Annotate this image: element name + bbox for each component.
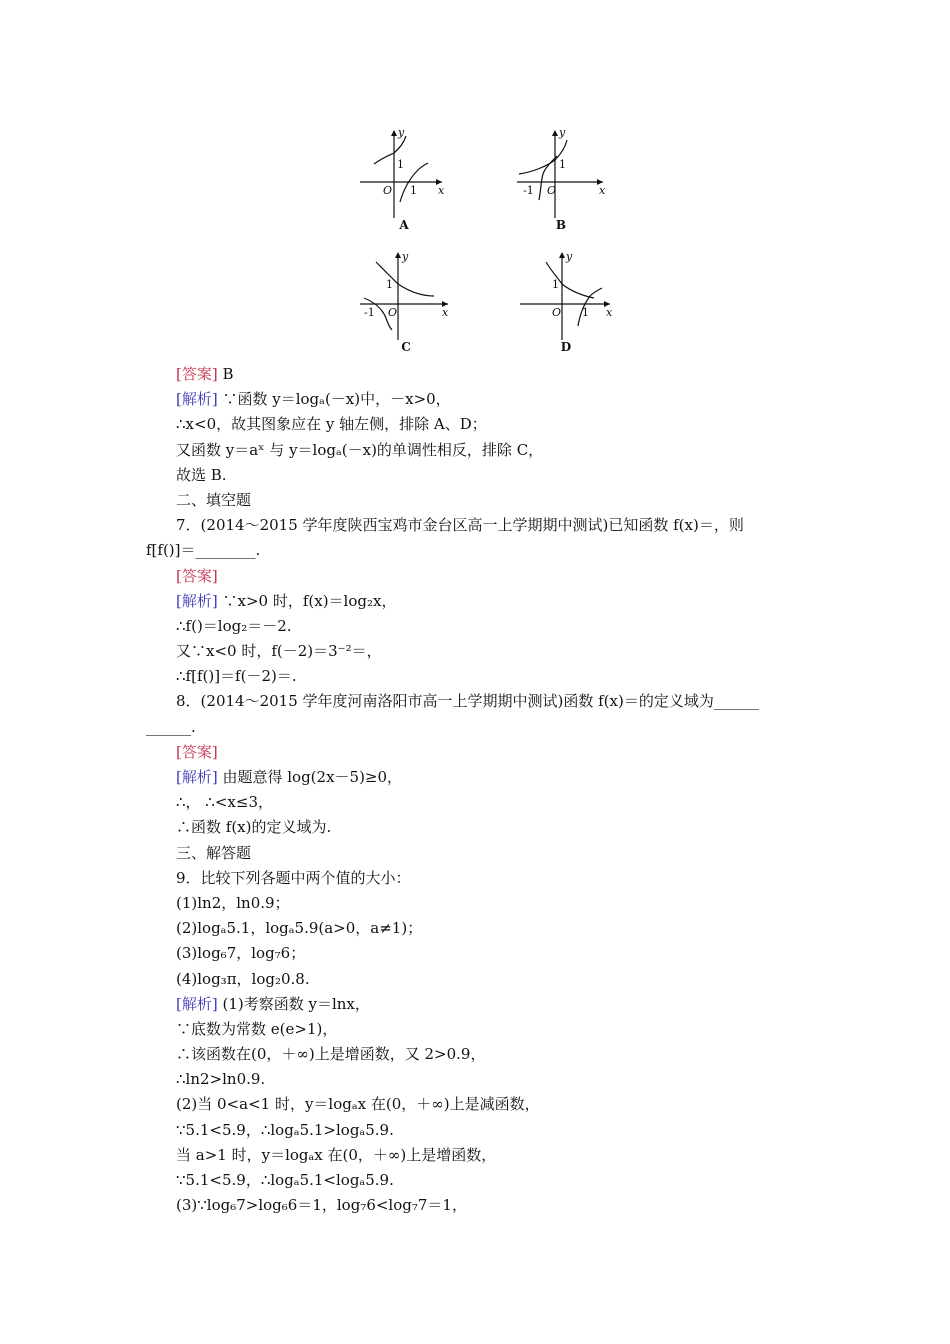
- graph-option-b: [513, 126, 609, 236]
- graph-d-y-one: 1: [552, 278, 559, 291]
- question-8: 8．(2014～2015 学年度河南洛阳市高一上学期期中测试)函数 f(x)＝的定义域为______: [176, 692, 759, 711]
- graph-d-origin: O: [552, 306, 562, 319]
- graph-b-origin: O: [547, 184, 557, 197]
- graph-d-plot: [516, 248, 616, 343]
- graph-c-origin: O: [388, 306, 398, 319]
- section-heading-solve: 三、解答题: [176, 843, 252, 862]
- text-line: ∴， ∴<x≤3，: [176, 793, 273, 812]
- graph-d-y-label: y: [566, 250, 573, 263]
- graph-c-caption: C: [401, 340, 411, 354]
- analysis-line: [解析] 由题意得 log(2x－5)≥0，: [176, 768, 403, 786]
- text-line: ∴ln2>ln0.9.: [176, 1070, 266, 1089]
- text-line: ∴f()＝log₂＝－2.: [176, 616, 292, 635]
- graph-d-x-label: x: [606, 306, 613, 319]
- text-line: (2)当 0<a<1 时，y＝logₐx 在(0，＋∞)上是减函数，: [176, 1095, 540, 1114]
- graph-b-neg-one: -1: [523, 184, 534, 197]
- text-line: ∴函数 f(x)的定义域为.: [176, 818, 332, 837]
- graph-b-caption: B: [555, 218, 567, 232]
- text-line: (3)log₆7，log₇6；: [176, 944, 306, 963]
- graph-a-origin: O: [383, 184, 393, 197]
- answer-line: [146, 740, 816, 765]
- analysis-tag: [解析]: [176, 591, 218, 610]
- graph-option-d: [516, 248, 616, 358]
- graph-b-y-one: 1: [559, 158, 566, 171]
- text-line: (2)logₐ5.1，logₐ5.9(a>0，a≠1)；: [176, 919, 423, 938]
- analysis-tag: [解析]: [176, 994, 218, 1013]
- text-line: (3)∵log₆7>log₆6＝1，log₇6<log₇7＝1，: [176, 1196, 467, 1215]
- text-line: 当 a>1 时，y＝logₐx 在(0，＋∞)上是增函数，: [176, 1145, 497, 1164]
- answer-line: [答案] B: [176, 365, 234, 383]
- analysis-tag: [解析]: [176, 390, 218, 409]
- graph-a-y-one: 1: [397, 158, 404, 171]
- graph-a-x-one: 1: [410, 184, 417, 197]
- answer-tag: [答案]: [176, 365, 218, 383]
- analysis-line: [解析] ∵函数 y＝logₐ(－x)中，－x>0，: [176, 390, 451, 409]
- graph-c-x-label: x: [442, 306, 449, 319]
- graph-b-plot: [513, 126, 609, 221]
- graph-d-x-one: 1: [582, 306, 589, 319]
- analysis-tag: [解析]: [176, 768, 218, 786]
- question-8-blank: ______.: [146, 717, 196, 736]
- graph-c-y-one: 1: [386, 278, 393, 291]
- analysis-line: [解析] (1)考察函数 y＝lnx，: [176, 994, 370, 1013]
- answer-line: [146, 564, 816, 589]
- text-line: (4)log₃π，log₂0.8.: [176, 969, 310, 988]
- graph-b-y-label: y: [559, 126, 566, 139]
- question-9: 9．比较下列各题中两个值的大小：: [176, 868, 411, 887]
- text-line: ∴x<0，故其图象应在 y 轴左侧，排除 A、D；: [176, 415, 487, 434]
- graph-a-x-label: x: [438, 184, 445, 197]
- solution-text: [146, 362, 816, 1218]
- graph-a-plot: [356, 126, 452, 221]
- graph-d-caption: D: [560, 340, 572, 354]
- answer-tag: [答案]: [176, 742, 218, 761]
- text-line: ∵5.1<5.9，∴logₐ5.1>logₐ5.9.: [176, 1120, 394, 1139]
- text-line: ∴该函数在(0，＋∞)上是增函数，又 2>0.9，: [176, 1045, 486, 1064]
- text-line: (1)ln2，ln0.9；: [176, 893, 290, 912]
- answer-tag: [答案]: [176, 566, 218, 585]
- text-line: ∵底数为常数 e(e>1)，: [176, 1019, 338, 1038]
- question-7: 7．(2014～2015 学年度陕西宝鸡市金台区高一上学期期中测试)已知函数 f(x)＝，则: [176, 516, 744, 535]
- text-line: 又函数 y＝aˣ 与 y＝logₐ(－x)的单调性相反，排除 C，: [176, 440, 544, 459]
- section-heading-fill-blank: 二、填空题: [176, 490, 252, 509]
- graph-a-caption: A: [399, 218, 409, 232]
- question-7-blank: f[f()]＝________.: [146, 541, 261, 560]
- graph-b-x-label: x: [599, 184, 606, 197]
- text-line: ∵5.1<5.9，∴logₐ5.1<logₐ5.9.: [176, 1171, 394, 1189]
- graph-option-a: [356, 126, 452, 236]
- graph-option-c: [356, 248, 456, 358]
- text-line: 又∵x<0 时，f(－2)＝3⁻²＝，: [176, 642, 382, 661]
- text-line: 故选 B.: [176, 465, 227, 484]
- graph-c-neg-one: -1: [364, 306, 375, 319]
- text-line: ∴f[f()]＝f(－2)＝.: [176, 667, 297, 686]
- graph-c-y-label: y: [402, 250, 409, 263]
- graph-a-y-label: y: [398, 126, 405, 139]
- graph-c-plot: [356, 248, 456, 343]
- analysis-line: [解析] ∵x>0 时，f(x)＝log₂x，: [176, 591, 397, 610]
